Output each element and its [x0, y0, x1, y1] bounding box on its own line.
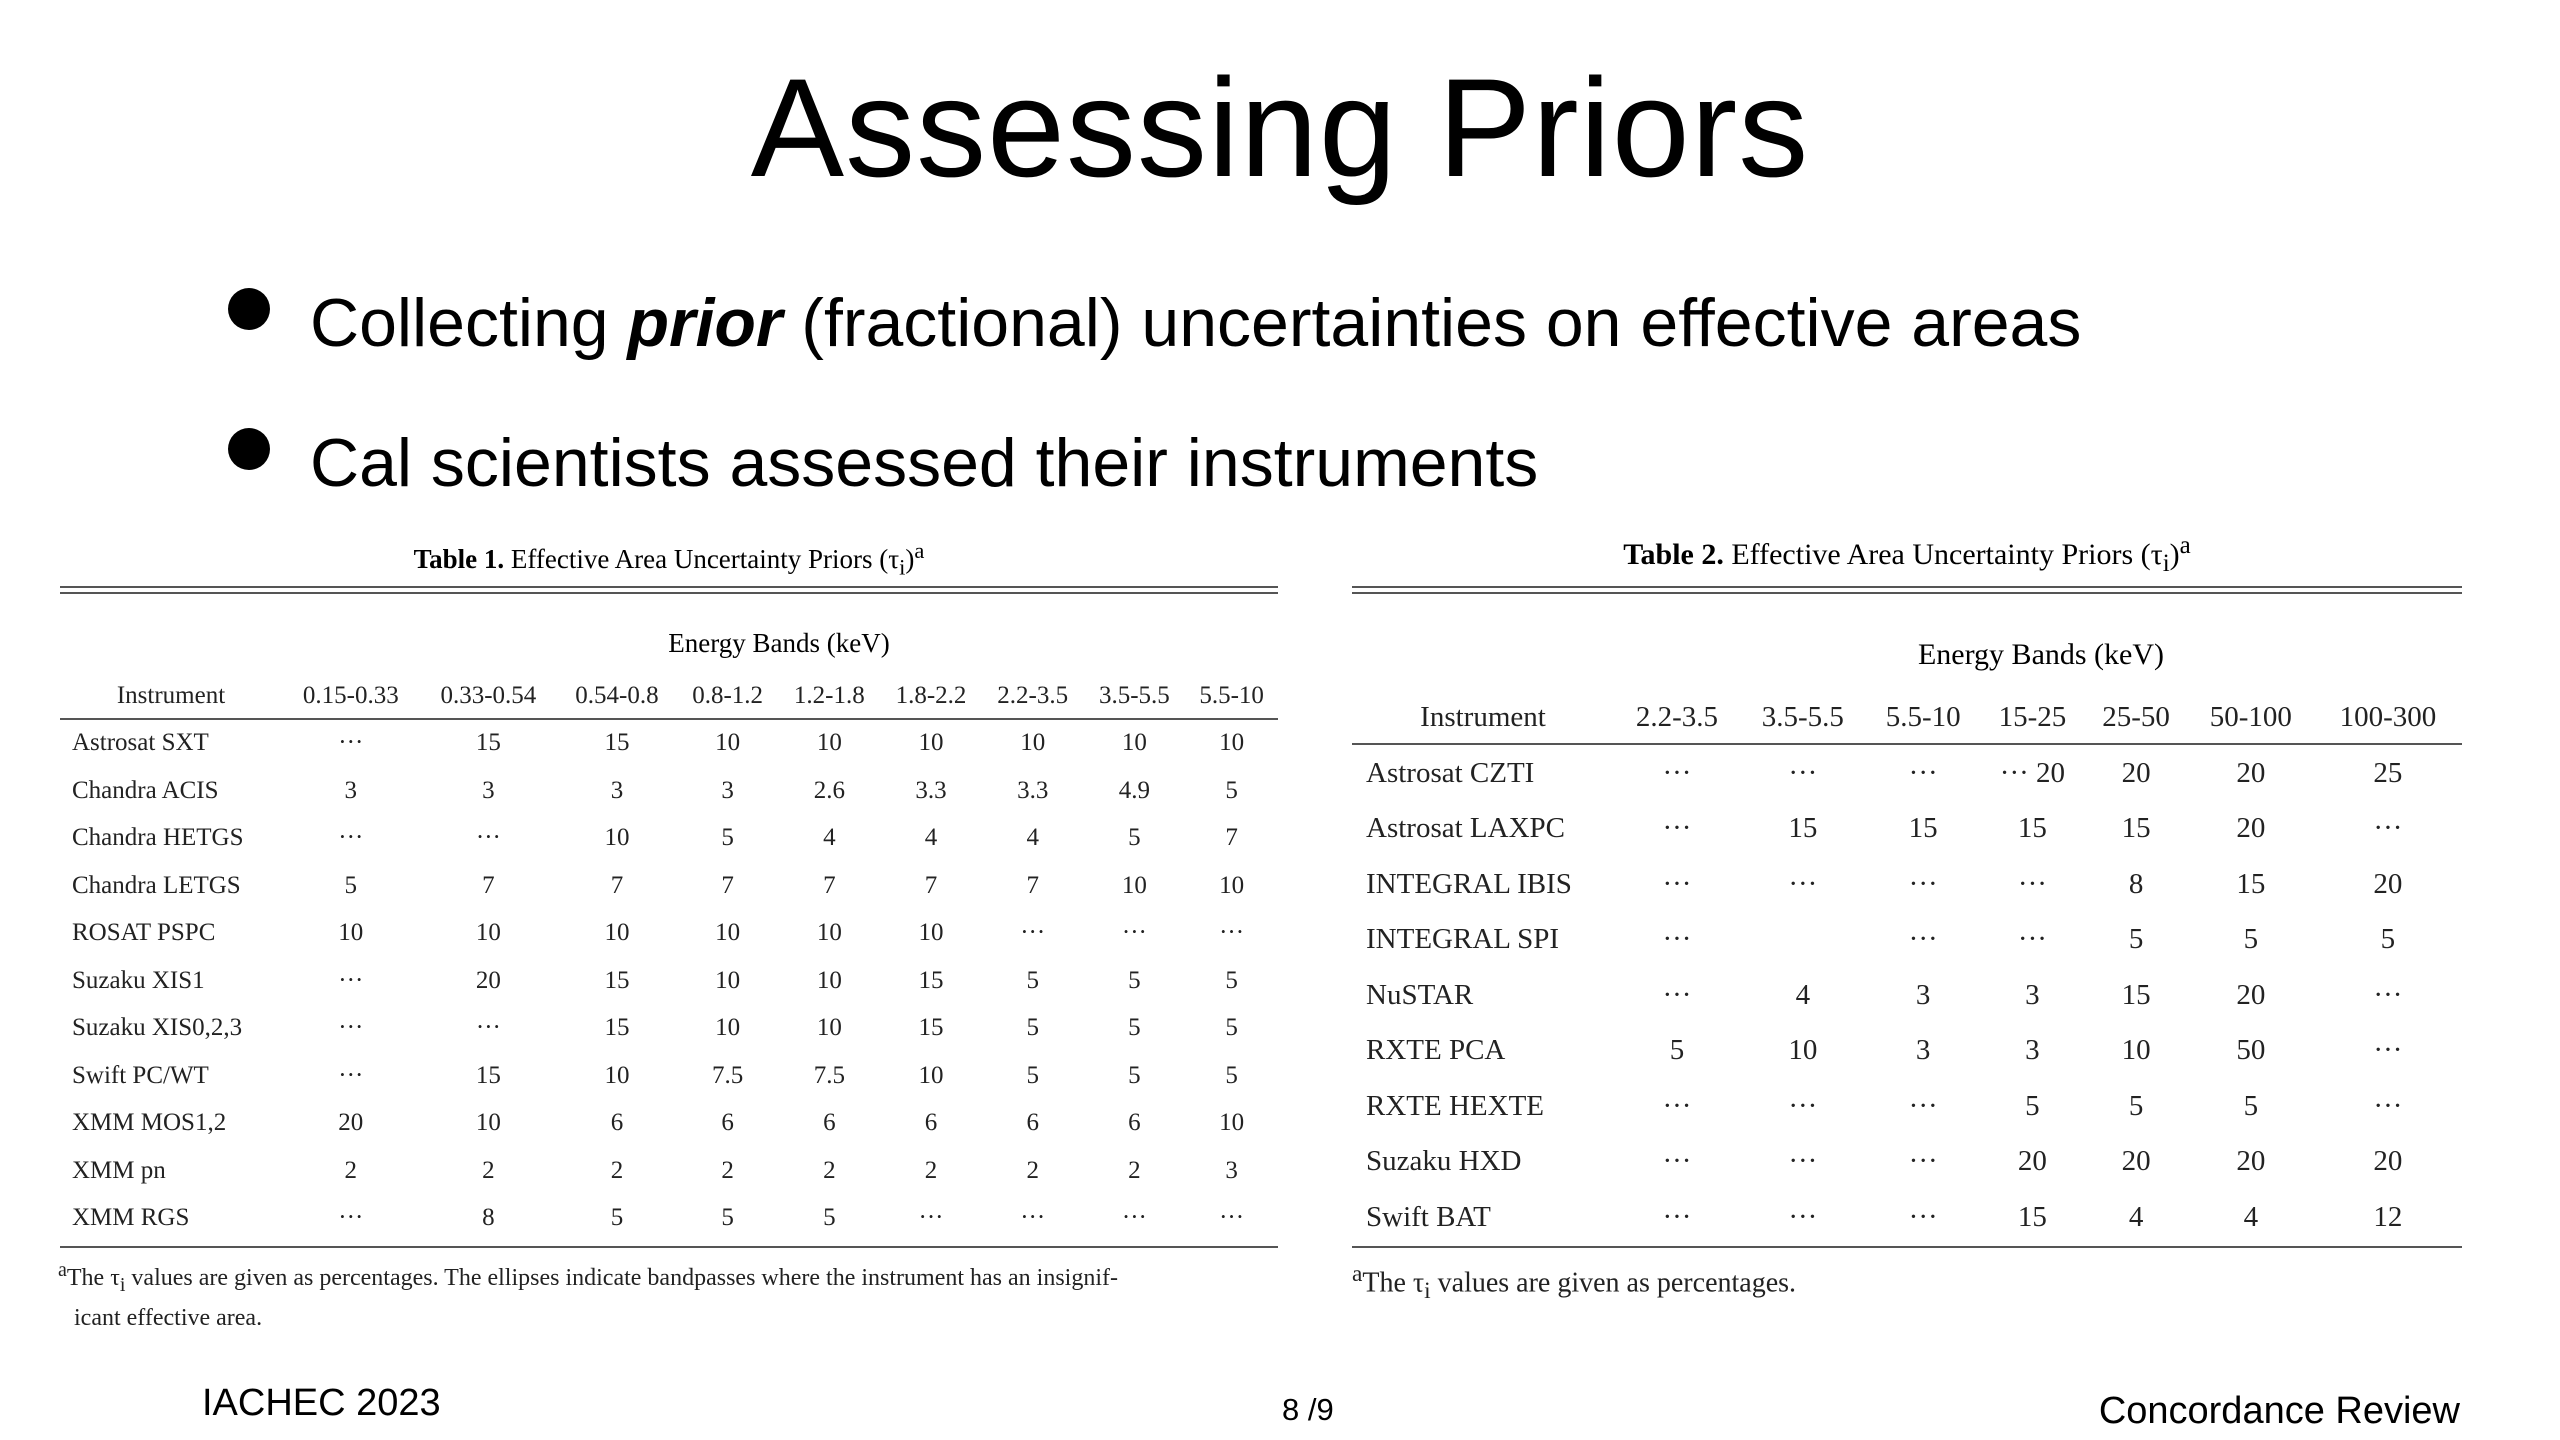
value-cell: 3 [721, 776, 734, 804]
page-number: 8 /9 [1282, 1392, 1334, 1427]
value-cell: ··· [1908, 923, 1938, 956]
value-cell: ··· [1908, 1145, 1938, 1178]
column-header: 2.2-3.5 [997, 681, 1069, 709]
value-cell: 20 [2017, 1145, 2047, 1178]
table-row [60, 720, 1278, 768]
value-cell: 3.3 [1017, 776, 1049, 804]
footer-left: IACHEC 2023 [202, 1382, 441, 1424]
value-cell: 7 [823, 871, 836, 899]
value-cell: 4 [823, 824, 836, 852]
value-cell: 5 [1026, 966, 1039, 994]
value-cell: 20 [2236, 756, 2266, 789]
value-cell: 10 [475, 1109, 501, 1137]
instrument-cell: Astrosat CZTI [1366, 756, 1535, 789]
value-cell: 3 [344, 776, 358, 804]
value-cell: ··· [338, 966, 364, 994]
value-cell: 10 [604, 919, 630, 947]
value-cell: 5 [1128, 966, 1141, 994]
table1-bottom-rule [60, 1246, 1278, 1248]
value-cell: 3 [610, 776, 624, 804]
value-cell: 2 [823, 1156, 836, 1184]
value-cell: ··· [475, 1014, 501, 1042]
column-header: 25-50 [2102, 701, 2170, 734]
value-cell: ··· [338, 729, 364, 757]
table-row [60, 1100, 1278, 1148]
value-cell: 12 [2373, 1200, 2403, 1233]
bullet-icon [228, 288, 270, 330]
value-cell: 20 [2236, 978, 2266, 1011]
table1-footnote: $^a$The $\tau_i$ values are given as percentages. The ellipses indicate bandpasses where the instrument has an insignif- icant effective area. [58, 1259, 1118, 1331]
value-cell: ··· [1219, 1204, 1245, 1232]
value-cell: 6 [823, 1109, 836, 1137]
value-cell: 10 [816, 729, 842, 757]
table-row [1352, 1023, 2462, 1079]
value-cell: 15 [1908, 812, 1938, 845]
value-cell: ··· [2373, 1089, 2403, 1122]
column-header: 50-100 [2209, 701, 2292, 734]
column-header: 5.5-10 [1199, 681, 1264, 709]
table-row [60, 910, 1278, 958]
value-cell: ··· [1020, 919, 1046, 947]
value-cell: 10 [715, 919, 741, 947]
value-cell: 10 [604, 1061, 630, 1089]
value-cell: 20 [2121, 756, 2151, 789]
value-cell: 15 [1788, 812, 1818, 845]
table-row [60, 862, 1278, 910]
value-cell: 25 [2373, 756, 2403, 789]
value-cell: 10 [918, 729, 944, 757]
value-cell: ··· [1788, 756, 1818, 789]
value-cell: 2 [1128, 1156, 1141, 1184]
value-cell: 5 [721, 824, 734, 852]
value-cell: 10 [2121, 1034, 2151, 1067]
value-cell: 10 [816, 1014, 842, 1042]
value-cell: 7.5 [712, 1061, 744, 1089]
column-header: 2.2-3.5 [1635, 701, 1719, 734]
value-cell: 8 [2128, 867, 2144, 900]
value-cell: 20 [2373, 867, 2403, 900]
value-cell: ··· [1662, 1200, 1692, 1233]
value-cell: ··· [1662, 1145, 1692, 1178]
bullet-item [228, 278, 2081, 368]
value-cell: ··· [338, 1014, 364, 1042]
value-cell: 6 [1128, 1109, 1141, 1137]
instrument-cell: Suzaku HXD [1366, 1145, 1522, 1178]
value-cell: 8 [482, 1204, 495, 1232]
column-header: 0.8-1.2 [692, 681, 764, 709]
value-cell: 5 [1026, 1061, 1039, 1089]
value-cell: ··· [338, 824, 364, 852]
value-cell: ··· [2017, 923, 2047, 956]
value-cell: 15 [604, 1014, 630, 1042]
instrument-cell: Chandra ACIS [72, 776, 219, 804]
value-cell: ··· [1219, 919, 1245, 947]
bullet-item [228, 418, 1538, 508]
value-cell: 10 [604, 824, 630, 852]
value-cell: 5 [1225, 1014, 1238, 1042]
table-row [60, 1195, 1278, 1243]
value-cell: 10 [1219, 729, 1245, 757]
value-cell: 5 [1128, 824, 1141, 852]
value-cell: 10 [1219, 871, 1245, 899]
value-cell: 20 [475, 966, 501, 994]
value-cell: ··· [338, 1061, 364, 1089]
value-cell: ··· [338, 1204, 364, 1232]
value-cell: ··· [1662, 867, 1692, 900]
value-cell: ··· [1662, 978, 1692, 1011]
value-cell: 5 [2128, 1089, 2144, 1122]
column-header: Instrument [116, 681, 226, 709]
table-row [1352, 746, 2462, 802]
value-cell: 5 [2243, 923, 2259, 956]
value-cell: 3 [1915, 1034, 1931, 1067]
value-cell [1740, 912, 1866, 968]
value-cell: ··· [1788, 867, 1818, 900]
value-cell: ··· [918, 1204, 944, 1232]
table-row [60, 1147, 1278, 1195]
column-header: 3.5-5.5 [1098, 681, 1170, 709]
instrument-cell: Swift PC/WT [72, 1061, 209, 1089]
value-cell: 3.3 [915, 776, 947, 804]
table2-bottom-rule [1352, 1246, 2462, 1248]
value-cell: 5 [2380, 923, 2396, 956]
value-cell: 5 [1026, 1014, 1039, 1042]
table1-header-rule [60, 718, 1278, 720]
column-header: 0.54-0.8 [575, 681, 659, 709]
value-cell: ··· [1788, 1200, 1818, 1233]
value-cell: 20 [2121, 1145, 2151, 1178]
value-cell: 6 [924, 1109, 938, 1137]
value-cell: ··· [1908, 1200, 1938, 1233]
value-cell: 10 [475, 919, 501, 947]
column-header: 0.15-0.33 [302, 681, 399, 709]
table1-caption: Table 1. Effective Area Uncertainty Priors $(\tau_i)^a$ [413, 538, 925, 580]
value-cell: 10 [715, 1014, 741, 1042]
value-cell: 5 [610, 1204, 624, 1232]
value-cell: 15 [2121, 812, 2151, 845]
value-cell: ··· [1788, 1145, 1818, 1178]
instrument-cell: XMM RGS [72, 1204, 190, 1232]
value-cell: 5 [823, 1204, 836, 1232]
value-cell: ··· [1121, 1204, 1147, 1232]
column-header: 1.8-2.2 [895, 681, 967, 709]
instrument-cell: XMM MOS1,2 [72, 1109, 227, 1137]
table-row [60, 957, 1278, 1005]
value-cell: 10 [715, 966, 741, 994]
value-cell: 10 [918, 919, 944, 947]
table1-header-row [60, 672, 1278, 720]
table1 [60, 672, 1278, 1242]
value-cell: 3 [482, 776, 495, 804]
table-row [60, 767, 1278, 815]
table1-energy-header: Energy Bands (keV) [668, 628, 890, 658]
instrument-cell: Swift BAT [1366, 1200, 1491, 1233]
value-cell: 5 [1225, 966, 1238, 994]
value-cell: 20 [2236, 812, 2266, 845]
value-cell: 5 [2025, 1089, 2040, 1122]
column-header: 3.5-5.5 [1761, 701, 1844, 734]
table2-energy-header: Energy Bands (keV) [1917, 638, 2165, 671]
instrument-cell: Astrosat SXT [72, 729, 209, 757]
column-header: 15-25 [1998, 701, 2067, 734]
value-cell: 15 [475, 1061, 501, 1089]
value-cell: ··· [475, 824, 501, 852]
table-row [1352, 1190, 2462, 1246]
instrument-cell: Suzaku XIS1 [72, 966, 205, 994]
table-row [1352, 801, 2462, 857]
value-cell: 10 [1121, 871, 1147, 899]
value-cell: 15 [918, 1014, 944, 1042]
value-cell: ··· [1908, 867, 1938, 900]
value-cell: 20 [2373, 1145, 2403, 1178]
value-cell: 4 [1795, 978, 1811, 1011]
instrument-cell: Astrosat LAXPC [1366, 812, 1565, 845]
value-cell: ··· [1662, 923, 1692, 956]
table-row [1352, 1079, 2462, 1135]
column-header: 0.33-0.54 [440, 681, 537, 709]
value-cell: 10 [1788, 1034, 1818, 1067]
value-cell: 2 [924, 1156, 938, 1184]
value-cell: 4 [1026, 824, 1039, 852]
value-cell: 3 [2025, 1034, 2040, 1067]
value-cell: ··· [2017, 867, 2047, 900]
value-cell: 6 [610, 1109, 624, 1137]
value-cell: 7 [1026, 871, 1039, 899]
table2-footnote: $^a$The $\tau_i$ values are given as percentages. [1352, 1261, 1797, 1304]
footer-right: Concordance Review [2098, 1390, 2460, 1432]
value-cell: 7 [721, 871, 734, 899]
table2-header-row [1352, 690, 2462, 746]
value-cell: 6 [1026, 1109, 1039, 1137]
bullet-text: Collecting prior (fractional) uncertainties on effective areas [310, 285, 2082, 361]
instrument-cell: RXTE HEXTE [1366, 1089, 1544, 1122]
value-cell: ··· [2373, 1034, 2403, 1067]
value-cell: ··· [1662, 812, 1692, 845]
value-cell: 10 [816, 919, 842, 947]
value-cell: 15 [2017, 812, 2047, 845]
value-cell: 5 [1225, 776, 1238, 804]
table-row [60, 815, 1278, 863]
value-cell: 20 [2236, 1145, 2266, 1178]
value-cell: 10 [1219, 1109, 1245, 1137]
value-cell: 3 [2025, 978, 2040, 1011]
value-cell: 4 [2128, 1200, 2144, 1233]
value-cell: 7 [1225, 824, 1238, 852]
value-cell: 10 [715, 729, 741, 757]
value-cell: ··· [1662, 756, 1692, 789]
value-cell: 15 [2121, 978, 2151, 1011]
value-cell: ··· [1908, 756, 1938, 789]
value-cell: 10 [338, 919, 364, 947]
value-cell: ··· [1788, 1089, 1818, 1122]
instrument-cell: Chandra HETGS [72, 824, 244, 852]
bullet-emphasis: prior [627, 285, 783, 361]
value-cell: ··· [1020, 1204, 1046, 1232]
instrument-cell: NuSTAR [1366, 978, 1474, 1011]
table2-header-rule [1352, 743, 2462, 745]
value-cell: 3 [1915, 978, 1931, 1011]
value-cell: 5 [1128, 1061, 1141, 1089]
value-cell: 4 [924, 824, 938, 852]
table2 [1352, 690, 2462, 1245]
value-cell: 7 [924, 871, 938, 899]
bullet-icon [228, 428, 270, 470]
value-cell: 5 [1128, 1014, 1141, 1042]
value-cell: 5 [721, 1204, 734, 1232]
value-cell: 4 [2243, 1200, 2259, 1233]
column-header: Instrument [1420, 701, 1546, 734]
value-cell: 5 [1225, 1061, 1238, 1089]
value-cell: 2 [344, 1156, 358, 1184]
value-cell: 20 [338, 1109, 364, 1137]
instrument-cell: INTEGRAL IBIS [1366, 867, 1572, 900]
value-cell: ··· [2373, 978, 2403, 1011]
value-cell: 7 [482, 871, 495, 899]
value-cell: 50 [2236, 1034, 2266, 1067]
value-cell: 2 [721, 1156, 734, 1184]
table2-caption: Table 2. Effective Area Uncertainty Priors $(\tau_i)^a$ [1623, 532, 2191, 577]
value-cell: 2 [482, 1156, 495, 1184]
instrument-cell: INTEGRAL SPI [1366, 923, 1560, 956]
value-cell: 2.6 [813, 776, 845, 804]
table-row [1352, 912, 2462, 968]
value-cell: 15 [2236, 867, 2266, 900]
value-cell: 15 [604, 729, 630, 757]
value-cell: ··· [1121, 919, 1147, 947]
value-cell: ··· [2373, 812, 2403, 845]
value-cell: 15 [918, 966, 944, 994]
table-row [1352, 1134, 2462, 1190]
value-cell: 15 [604, 966, 630, 994]
value-cell: 15 [2017, 1200, 2047, 1233]
table2-top-rule [1352, 586, 2462, 594]
instrument-cell: ROSAT PSPC [72, 919, 216, 947]
value-cell: 5 [344, 871, 358, 899]
column-header: 5.5-10 [1885, 701, 1961, 734]
slide-title: Assessing Priors [750, 49, 1810, 206]
instrument-cell: XMM pn [72, 1156, 166, 1184]
value-cell: ··· [1908, 1089, 1938, 1122]
value-cell: 4.9 [1118, 776, 1150, 804]
table-row [60, 1052, 1278, 1100]
value-cell: 5 [1669, 1034, 1685, 1067]
table-row [1352, 968, 2462, 1024]
instrument-cell: Suzaku XIS0,2,3 [72, 1014, 243, 1042]
table1-top-rule [60, 586, 1278, 594]
column-header: 1.2-1.8 [793, 681, 865, 709]
value-cell: 10 [918, 1061, 944, 1089]
value-cell: 5 [2243, 1089, 2259, 1122]
column-header: 100-300 [2339, 701, 2437, 734]
value-cell: 7.5 [813, 1061, 845, 1089]
value-cell: 10 [1020, 729, 1046, 757]
value-cell: 10 [816, 966, 842, 994]
value-cell: ··· [1662, 1089, 1692, 1122]
value-cell: 6 [721, 1109, 734, 1137]
value-cell: 2 [610, 1156, 624, 1184]
bullet-text: Cal scientists assessed their instruments [310, 425, 1539, 501]
value-cell: 2 [1026, 1156, 1039, 1184]
instrument-cell: RXTE PCA [1366, 1034, 1506, 1067]
table-row [60, 1005, 1278, 1053]
value-cell: 7 [610, 871, 624, 899]
value-cell: 3 [1225, 1156, 1238, 1184]
instrument-cell: Chandra LETGS [72, 871, 241, 899]
value-cell: 15 [475, 729, 501, 757]
table-row [1352, 857, 2462, 913]
value-cell: 10 [1121, 729, 1147, 757]
value-cell: ··· 20 [1999, 756, 2066, 789]
value-cell: 5 [2128, 923, 2144, 956]
